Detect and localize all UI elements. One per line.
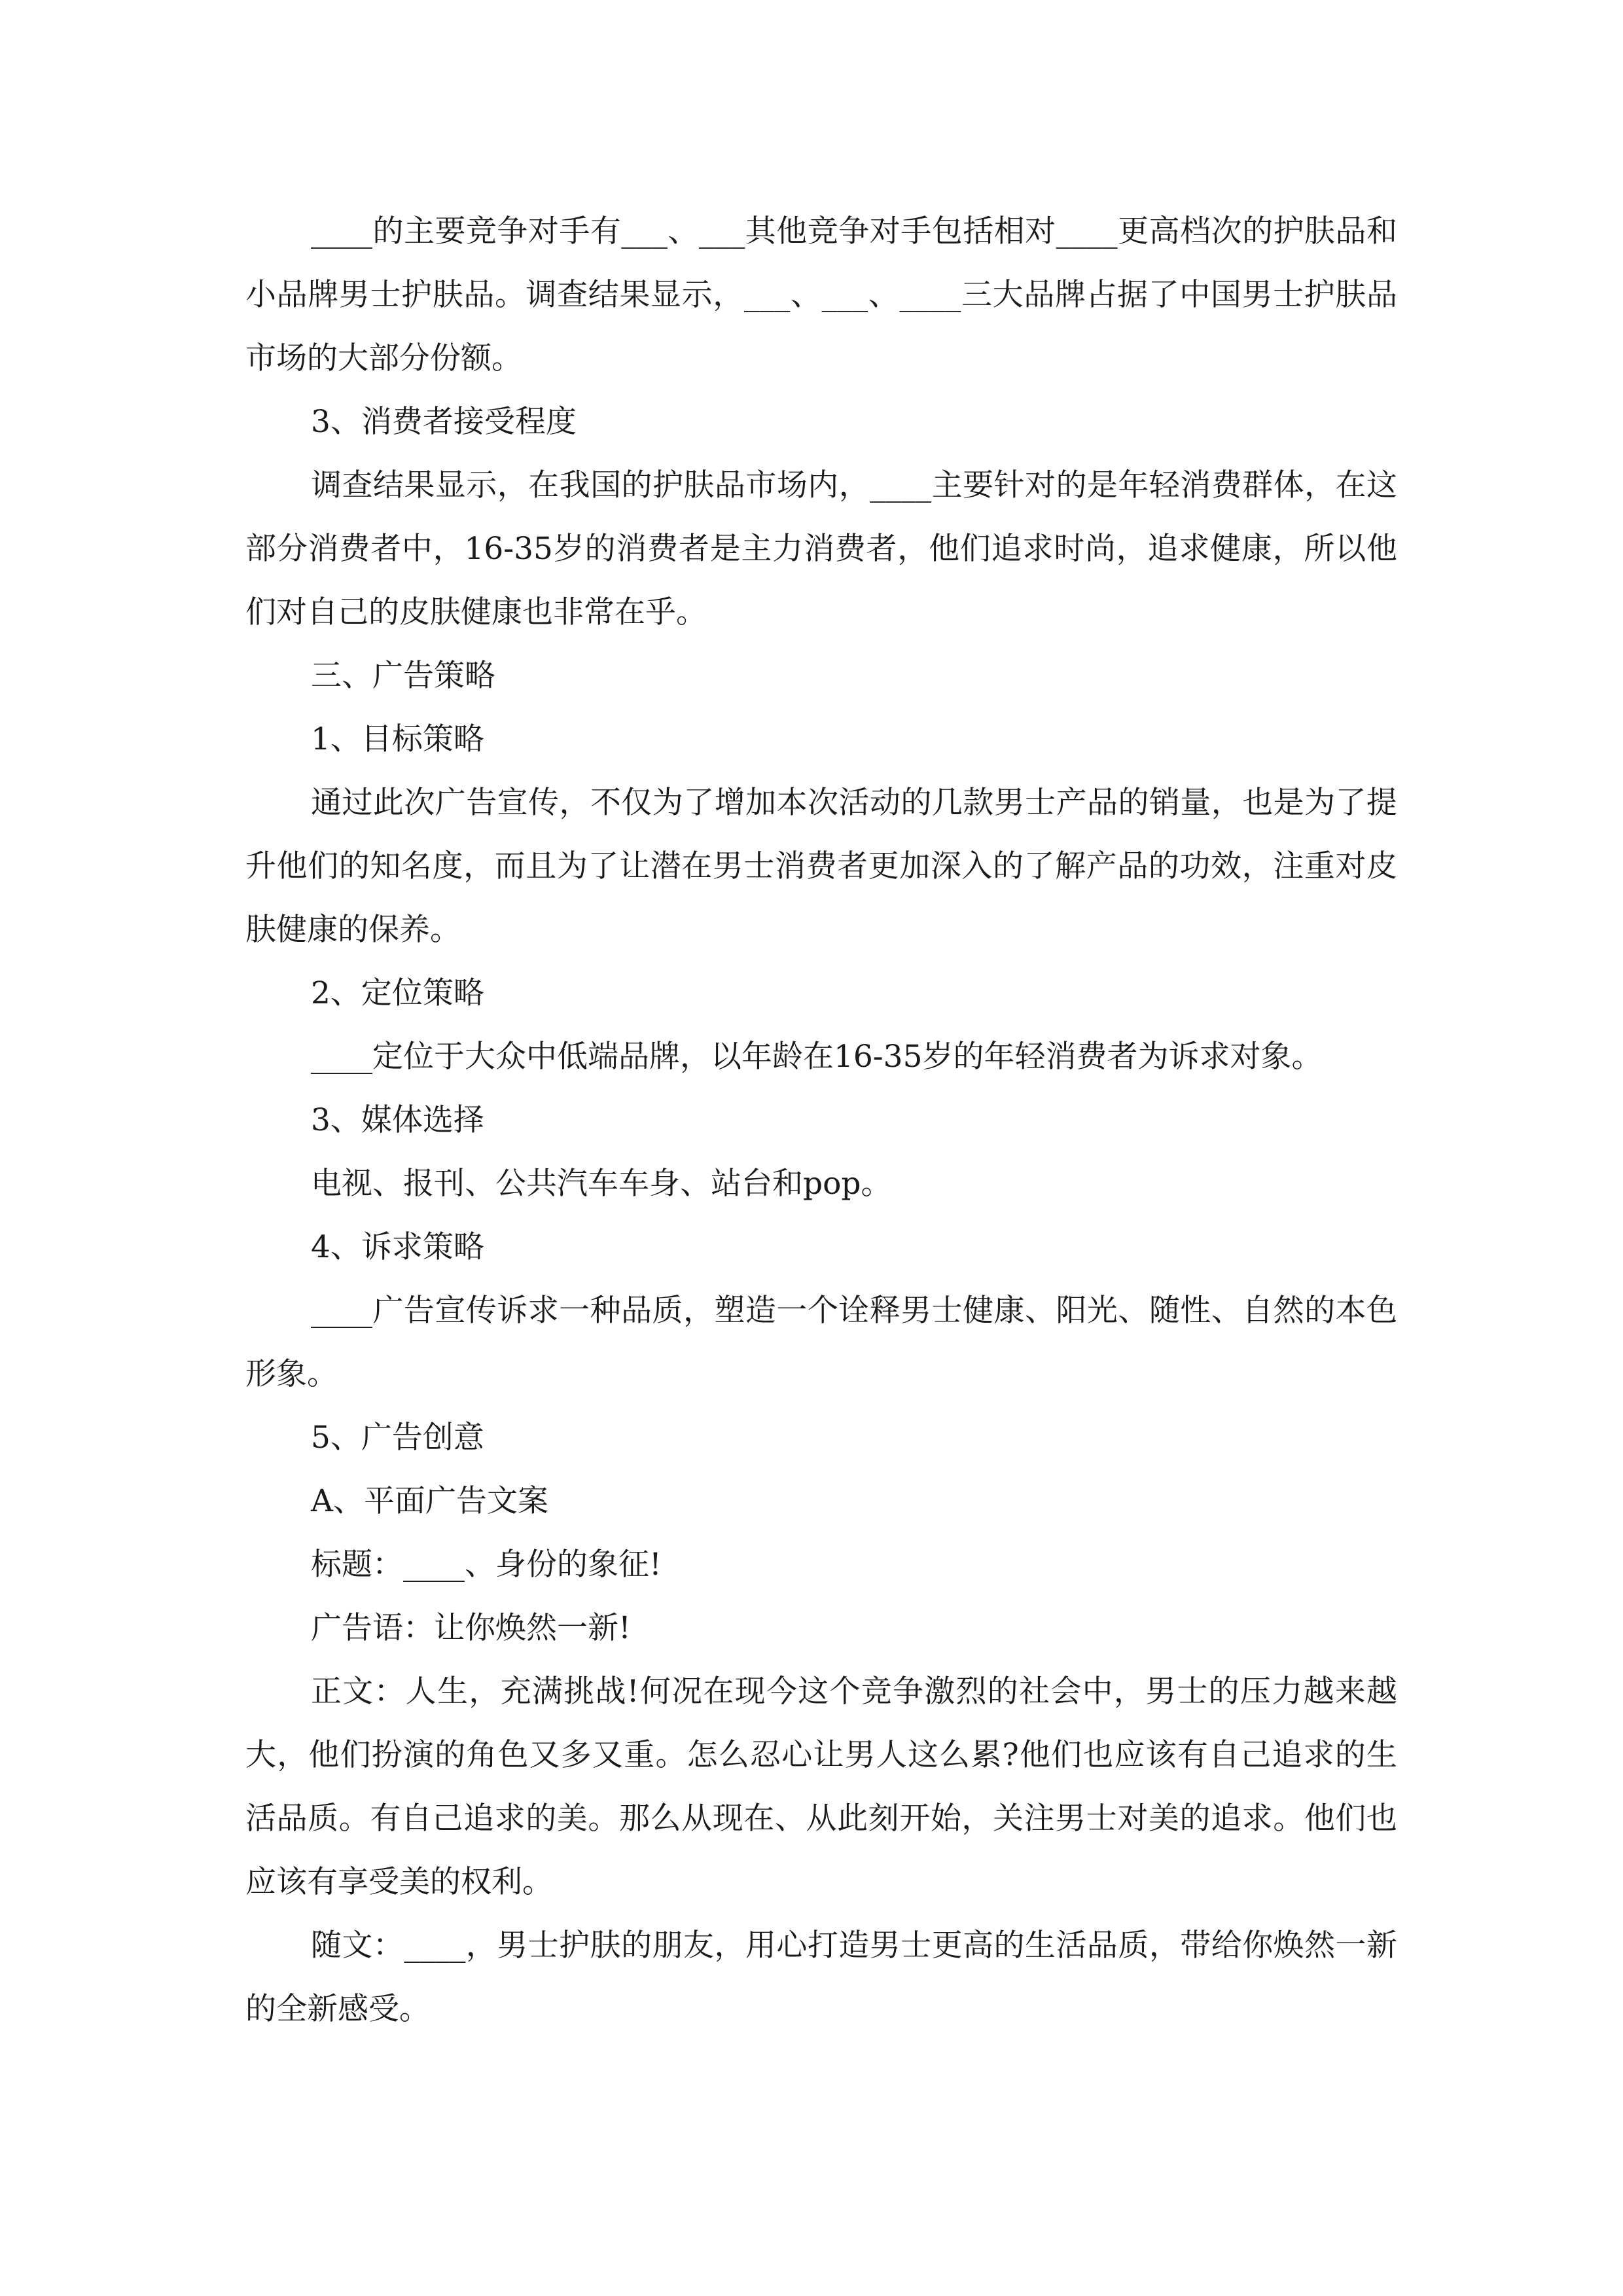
copy-slogan: 广告语：让你焕然一新! <box>311 1610 631 1646</box>
section-heading-media: 3、媒体选择 <box>311 1102 484 1138</box>
section-heading-target-strategy: 1、目标策略 <box>311 721 484 757</box>
copy-closing-text: 随文：____，男士护肤的朋友，用心打造男士更高的生活品质，带给你焕然一新的全新感受。 <box>245 1928 1397 2027</box>
paragraph-target-strategy: 通过此次广告宣传，不仅为了增加本次活动的几款男士产品的销量，也是为了提升他们的知名度，而且为了让潜在男士消费者更加深入的了解产品的功效，注重对皮肤健康的保养。 <box>245 785 1397 948</box>
section-heading-ad-strategy: 三、广告策略 <box>311 658 495 694</box>
paragraph-consumer-acceptance: 调查结果显示，在我国的护肤品市场内，____主要针对的是年轻消费群体，在这部分消费者中，16-35岁的消费者是主力消费者，他们追求时尚，追求健康，所以他们对自己的皮肤健康也非常在乎。 <box>245 467 1397 630</box>
copy-body-text: 正文：人生，充满挑战!何况在现今这个竞争激烈的社会中，男士的压力越来越大，他们扮演的角色又多又重。怎么忍心让男人这么累?他们也应该有自己追求的生活品质。有自己追求的美。那么从现在、从此刻开始，关注男士对美的追求。他们也应该有享受美的权利。 <box>245 1674 1397 1900</box>
document-body <box>245 200 1397 2041</box>
copy-title: 标题：____、身份的象征! <box>311 1547 662 1583</box>
paragraph-media: 电视、报刊、公共汽车车身、站台和pop。 <box>311 1166 892 1202</box>
section-heading-print-copy: A、平面广告文案 <box>311 1483 548 1519</box>
paragraph-competitors: ____的主要竞争对手有___、___其他竞争对手包括相对____更高档次的护肤品和小品牌男士护肤品。调查结果显示，___、___、____三大品牌占据了中国男士护肤品市场的大部分份额。 <box>245 213 1397 376</box>
section-heading-appeal: 4、诉求策略 <box>311 1229 484 1265</box>
paragraph-positioning: ____定位于大众中低端品牌，以年龄在16-35岁的年轻消费者为诉求对象。 <box>311 1039 1323 1075</box>
section-heading-creative: 5、广告创意 <box>311 1420 484 1456</box>
paragraph-appeal: ____广告宣传诉求一种品质，塑造一个诠释男士健康、阳光、随性、自然的本色形象。 <box>245 1293 1397 1392</box>
section-heading-positioning: 2、定位策略 <box>311 975 484 1011</box>
section-heading-consumer-acceptance: 3、消费者接受程度 <box>311 404 577 440</box>
